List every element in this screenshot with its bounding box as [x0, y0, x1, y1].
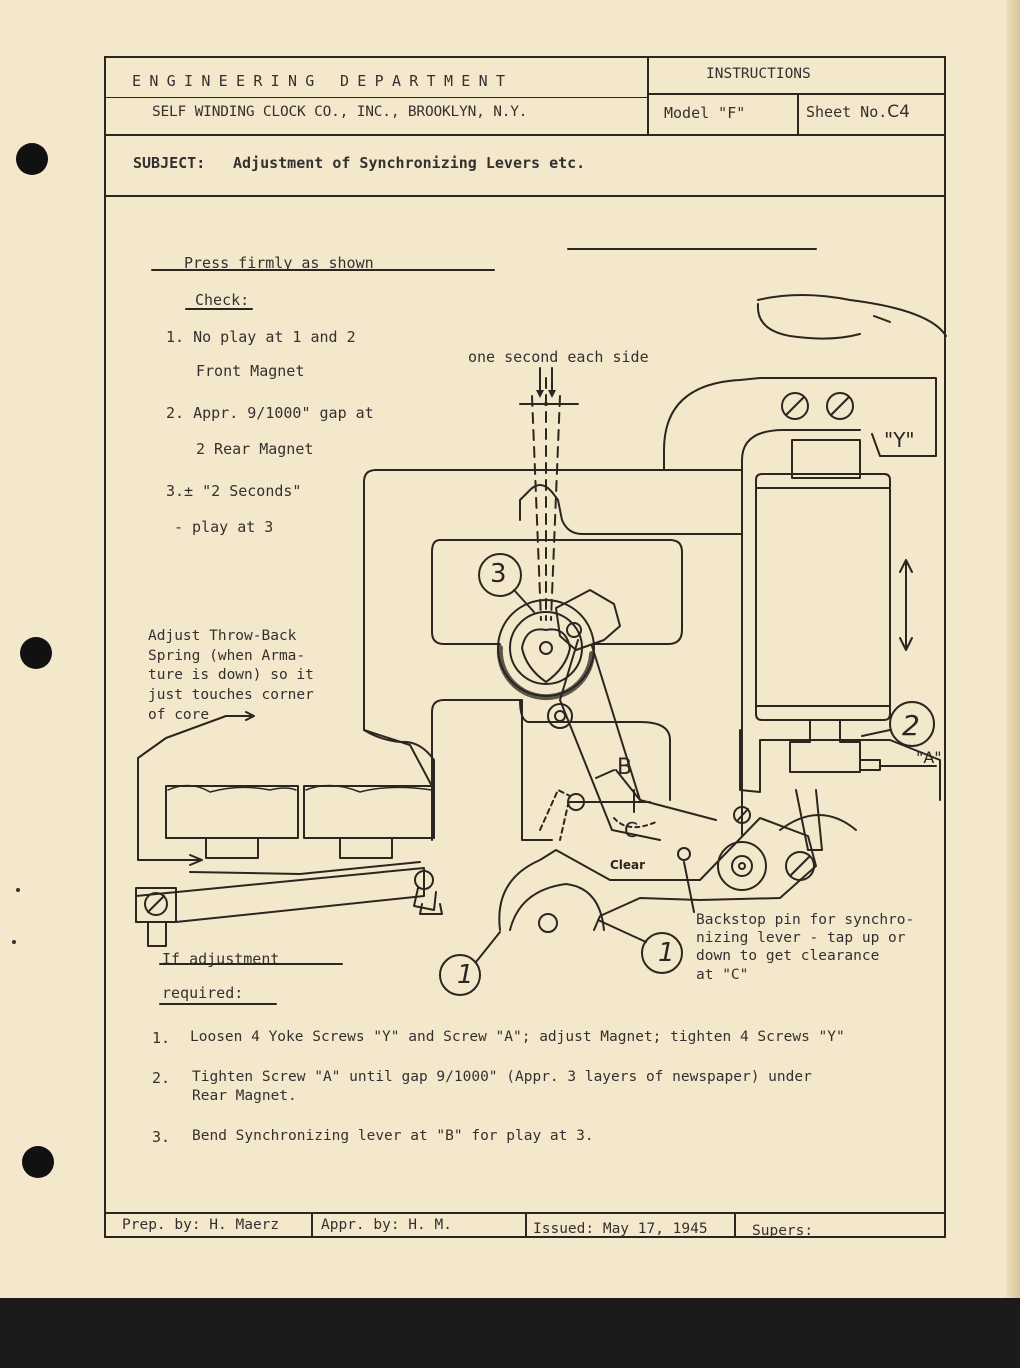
screw-slot — [791, 857, 809, 875]
label-clear: Clear — [610, 858, 646, 872]
one-second-label: one second each side — [468, 348, 649, 366]
throwback-note-line: of core — [148, 707, 210, 723]
label-y: "Y" — [884, 428, 915, 452]
screw-slot — [831, 397, 849, 415]
step-number: 2. — [152, 1069, 171, 1087]
magnet-core-lower — [790, 720, 860, 772]
issued-date: Issued: May 17, 1945 — [533, 1221, 708, 1237]
callout-number-3: 3 — [490, 559, 507, 589]
approved-by: Appr. by: H. M. — [321, 1217, 452, 1233]
callout-circle-1-right — [642, 933, 682, 973]
cam-center — [540, 642, 552, 654]
adjustment-title: If adjustment — [162, 950, 280, 968]
magnet-frame-edge — [364, 730, 434, 790]
callout-leader-1 — [476, 932, 500, 962]
yoke-bracket — [664, 378, 936, 470]
sheet-number: C4 — [887, 102, 910, 122]
step-text: Tighten Screw "A" until gap 9/1000" (Appr. 3 layers of newspaper) under — [192, 1069, 812, 1085]
throwback-note-line: ture is down) so it — [148, 667, 314, 683]
throwback-arm — [136, 868, 424, 922]
screw-slot — [148, 896, 164, 912]
armature-pivot-inner — [732, 856, 752, 876]
backstop-note-line: at "C" — [696, 967, 749, 983]
check-item: 3.± "2 Seconds" — [166, 482, 302, 500]
callout-number-1-left: 1 — [457, 960, 474, 990]
arm-hanger — [148, 922, 166, 946]
plate-cutout — [432, 540, 682, 644]
callout-leader-1 — [598, 920, 646, 942]
model-label: Model "F" — [664, 104, 746, 122]
press-instruction: Press firmly as shown — [184, 254, 374, 272]
core-arrow — [226, 712, 254, 720]
pallet-block — [556, 590, 620, 650]
callout-circle-2 — [890, 702, 934, 746]
instructions-label: INSTRUCTIONS — [706, 66, 811, 82]
lever-pivot-inner — [555, 711, 565, 721]
label-c: C — [624, 818, 638, 842]
backstop-leader — [684, 862, 694, 912]
armature-hole — [539, 914, 557, 932]
c-dashed-arc — [614, 818, 656, 827]
check-item: 2. Appr. 9/1000" gap at — [166, 404, 374, 422]
step-text: Bend Synchronizing lever at "B" for play at 3. — [192, 1128, 594, 1144]
screw-a — [860, 760, 880, 770]
backstop-note-line: nizing lever - tap up or — [696, 930, 906, 946]
arrow-head — [536, 390, 544, 398]
armature-pivot-center — [739, 863, 745, 869]
clock-plate-outline — [364, 470, 742, 835]
magnet-pole-left — [206, 838, 258, 858]
callout-circle-1-left — [440, 955, 480, 995]
check-item: Front Magnet — [196, 362, 305, 380]
subject-label: SUBJECT: — [133, 154, 206, 172]
step-number: 1. — [152, 1029, 171, 1047]
department-title: ENGINEERING DEPARTMENT — [132, 72, 514, 90]
step-number: 3. — [152, 1128, 171, 1146]
check-title: Check: — [195, 291, 250, 309]
screw-slot — [786, 397, 804, 415]
callout-number-2: 2 — [902, 709, 920, 742]
backstop-pin-small — [678, 848, 690, 860]
swing-tick — [544, 402, 548, 406]
label-b: B — [617, 755, 633, 780]
callout-number-1-right: 1 — [658, 938, 675, 968]
pendulum-left-line — [532, 396, 541, 620]
throwback-note-line: Adjust Throw-Back — [148, 628, 297, 644]
throwback-note-line: Spring (when Arma- — [148, 648, 306, 664]
check-item: 1. No play at 1 and 2 — [166, 328, 356, 346]
lever-dashed-outline — [540, 790, 570, 840]
magnet-pole — [792, 440, 860, 478]
finger-press — [758, 295, 946, 339]
armature-pivot — [718, 842, 766, 890]
adjustment-title: required: — [162, 984, 244, 1002]
supersedes: Supers: — [752, 1223, 814, 1239]
callout-leader-2 — [862, 730, 890, 736]
company-name: SELF WINDING CLOCK CO., INC., BROOKLYN, N.Y. — [152, 104, 528, 120]
b-arrow — [596, 770, 614, 778]
lever-pivot — [548, 704, 572, 728]
label-a: "A" — [916, 748, 942, 767]
escape-wheel-teeth — [500, 648, 592, 697]
magnet-pole-right — [340, 838, 392, 858]
prepared-by: Prep. by: H. Maerz — [122, 1217, 280, 1233]
rear-magnet-coil — [756, 474, 890, 720]
arrow-head — [548, 390, 556, 398]
throwback-note-line: just touches corner — [148, 687, 314, 703]
front-magnet-right — [304, 786, 434, 838]
yoke-bracket-inner — [742, 430, 860, 480]
lever-arm — [612, 770, 660, 840]
check-item: 2 Rear Magnet — [196, 440, 314, 458]
step-text: Rear Magnet. — [192, 1088, 297, 1104]
front-magnet-clip — [780, 790, 856, 850]
subject-title: Adjustment of Synchronizing Levers etc. — [233, 154, 586, 172]
backstop-note-line: Backstop pin for synchro- — [696, 912, 915, 928]
front-magnet-left — [166, 786, 298, 838]
sheet-label: Sheet No. — [806, 103, 888, 121]
backstop-note-line: down to get clearance — [696, 948, 880, 964]
step-text: Loosen 4 Yoke Screws "Y" and Screw "A"; adjust Magnet; tighten 4 Screws "Y" — [190, 1029, 845, 1045]
check-item: - play at 3 — [174, 518, 274, 536]
